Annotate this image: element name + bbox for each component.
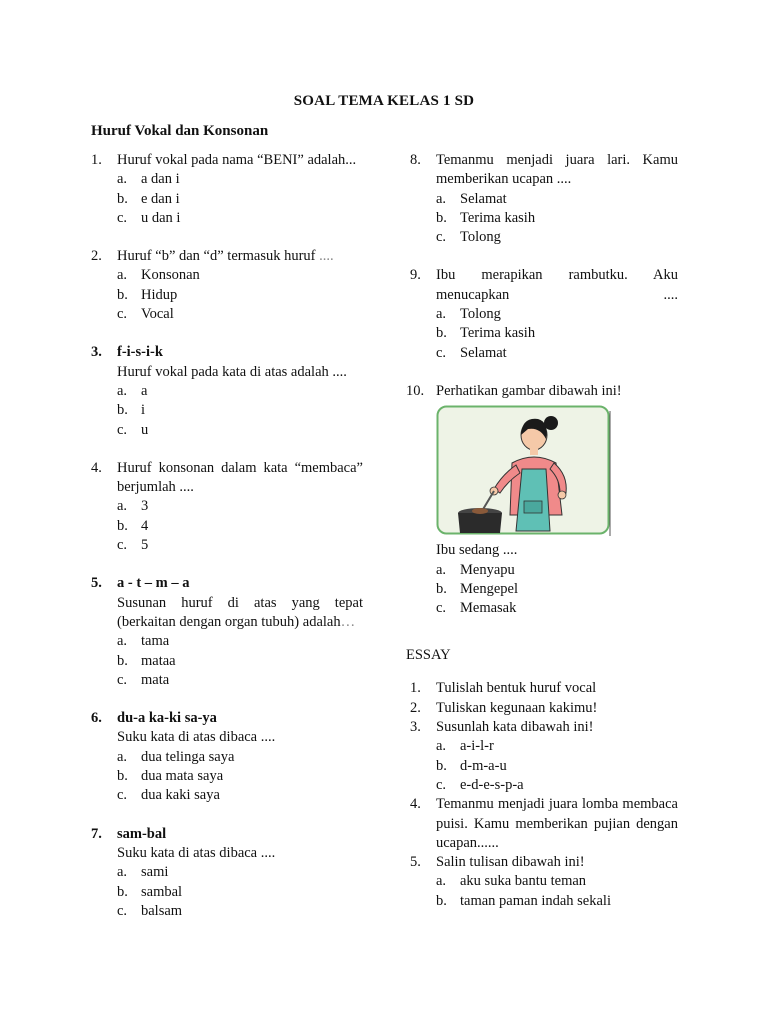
question-10 — [406, 382, 678, 618]
question-number: 8. — [410, 152, 421, 168]
option: b. Terima kasih — [436, 209, 536, 226]
question-1 — [91, 151, 363, 228]
question-number: 6. — [91, 710, 102, 727]
option: b. i — [117, 402, 146, 419]
option: a. a — [117, 382, 148, 399]
option: a. sami — [117, 864, 169, 881]
option: b. d-m-a-u — [436, 757, 507, 774]
question-number: 1. — [91, 152, 102, 168]
option: c. u dan i — [117, 209, 181, 226]
right-column — [406, 151, 678, 911]
question-2 — [91, 247, 363, 324]
question-head: a - t – m – a — [117, 575, 190, 592]
question-text: Huruf vokal pada kata di atas adalah .... — [117, 363, 347, 380]
section-subtitle: Huruf Vokal dan Konsonan — [91, 123, 269, 139]
option: c. balsam — [117, 902, 183, 919]
question-number: 10. — [406, 382, 425, 399]
question-number: 9. — [410, 267, 421, 284]
option: a. aku suka bantu teman — [436, 873, 587, 890]
question-text: Perhatikan gambar dibawah ini! — [436, 382, 622, 399]
option: b. 4 — [117, 517, 149, 534]
option: c. mata — [117, 671, 170, 688]
option: a. Konsonan — [117, 267, 200, 284]
question-number: 7. — [91, 825, 102, 842]
option: a. a-i-l-r — [436, 738, 494, 755]
option: c. Vocal — [117, 306, 174, 323]
question-text: Ibu sedang .... — [436, 542, 518, 559]
question-text: Suku kata di atas dibaca .... — [117, 729, 276, 746]
question-text: Ibu merapikan rambutku. Aku menucapkan .... — [436, 267, 678, 303]
essay-item: 1. Tulislah bentuk huruf vocal — [410, 680, 597, 697]
option: c. 5 — [117, 537, 149, 554]
page-title: SOAL TEMA KELAS 1 SD — [293, 93, 475, 109]
option: a. tama — [117, 633, 170, 650]
option: c. dua kaki saya — [117, 787, 220, 804]
option: a. Selamat — [436, 190, 507, 207]
question-number: 2. — [91, 248, 102, 265]
essay-title: ESSAY — [406, 647, 451, 664]
left-column — [91, 151, 363, 940]
option: a. 3 — [117, 498, 149, 515]
question-6 — [91, 709, 363, 805]
question-text: Huruf “b” dan “d” termasuk huruf .... — [117, 248, 334, 265]
question-7 — [91, 825, 363, 921]
option: b. mataa — [117, 652, 176, 669]
essay-item: 2. Tuliskan kegunaan kakimu! — [410, 699, 598, 716]
woman-cooking-icon — [436, 405, 612, 537]
question-text: Huruf vokal pada nama “BENI” adalah... — [117, 152, 357, 168]
option: b. dua mata saya — [117, 768, 224, 785]
option: a. Menyapu — [436, 561, 515, 578]
question-3 — [91, 343, 363, 439]
option: c. Selamat — [436, 344, 507, 361]
essay-item: 5. Salin tulisan dibawah ini! — [410, 854, 585, 871]
essay-section — [406, 646, 678, 911]
question-5 — [91, 574, 363, 690]
option: c. u — [117, 421, 149, 438]
option: b. sambal — [117, 883, 183, 900]
option: c. Memasak — [436, 600, 517, 617]
option: a. Tolong — [436, 306, 501, 323]
option: a. a dan i — [117, 171, 180, 188]
option: b. Mengepel — [436, 580, 518, 597]
option: c. Tolong — [436, 229, 501, 246]
question-number: 3. — [91, 344, 102, 361]
option: b. e dan i — [117, 190, 180, 207]
question-9 — [410, 266, 678, 362]
question-number: 4. — [91, 459, 102, 476]
option: b. Terima kasih — [436, 325, 536, 342]
question-8 — [410, 151, 678, 247]
question-head: sam-bal — [117, 825, 167, 842]
question-text: Suku kata di atas dibaca .... — [117, 844, 276, 861]
essay-item: 4. Temanmu menjadi juara lomba membaca puisi. Kamu memberikan pujian dengan ucapan...... — [410, 796, 678, 851]
option: a. dua telinga saya — [117, 748, 235, 765]
option: b. Hidup — [117, 286, 178, 303]
question-4 — [91, 459, 363, 555]
question-head: f-i-s-i-k — [117, 344, 163, 361]
essay-item: 3. Susunlah kata dibawah ini! — [410, 719, 594, 736]
question-text: Susunan huruf di atas yang tepat (berkaitan dengan organ tubuh) adalah… — [117, 594, 363, 630]
option: b. taman paman indah sekali — [436, 892, 611, 909]
question-head: du-a ka-ki sa-ya — [117, 710, 217, 727]
question-number: 5. — [91, 575, 102, 592]
question-text: Huruf konsonan dalam kata “membaca” berjumlah .... — [117, 459, 363, 496]
option: c. e-d-e-s-p-a — [436, 776, 524, 793]
question-text: Temanmu menjadi juara lari. Kamu memberikan ucapan .... — [436, 152, 678, 188]
